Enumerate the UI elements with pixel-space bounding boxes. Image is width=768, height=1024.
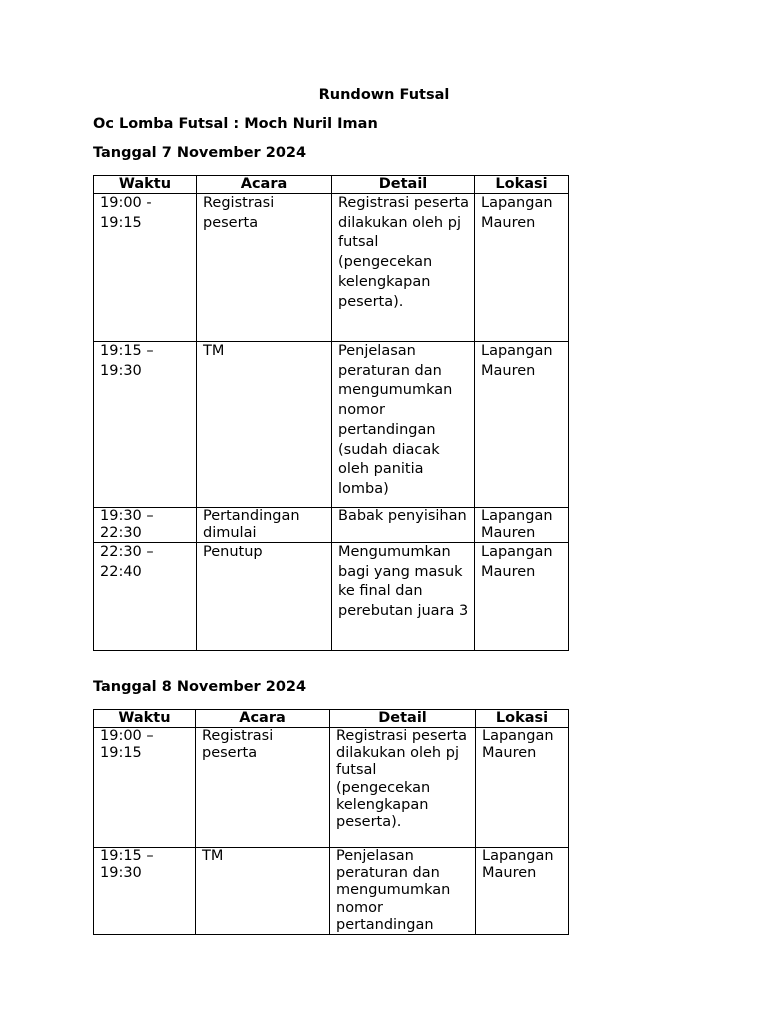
cell-acara: TM (196, 848, 330, 935)
cell-acara: Pertandingan dimulai (197, 508, 332, 543)
cell-waktu: 19:15 – 19:30 (94, 848, 196, 935)
day2-heading: Tanggal 8 November 2024 (93, 679, 307, 695)
cell-acara: Penutup (197, 543, 332, 651)
cell-waktu: 19:00 - 19:15 (94, 194, 197, 342)
table-row (94, 342, 569, 508)
header-waktu: Waktu (94, 176, 197, 194)
header-lokasi: Lokasi (475, 176, 569, 194)
table-header-row (94, 710, 569, 728)
document-title: Rundown Futsal (318, 87, 450, 103)
table-header-row (94, 176, 569, 194)
cell-waktu: 19:30 – 22:30 (94, 508, 197, 543)
cell-detail: Penjelasan peraturan dan mengumumkan nomor pertandingan (330, 848, 476, 935)
cell-lokasi: Lapangan Mauren (476, 848, 569, 935)
schedule-table-day1 (93, 175, 569, 651)
header-detail: Detail (330, 710, 476, 728)
cell-waktu: 19:00 – 19:15 (94, 728, 196, 848)
cell-waktu: 22:30 – 22:40 (94, 543, 197, 651)
oc-line: Oc Lomba Futsal : Moch Nuril Iman (93, 116, 378, 132)
cell-detail: Registrasi peserta dilakukan oleh pj futsal (pengecekan kelengkapan peserta). (332, 194, 475, 342)
header-detail: Detail (332, 176, 475, 194)
header-lokasi: Lokasi (476, 710, 569, 728)
cell-detail: Penjelasan peraturan dan mengumumkan nomor pertandingan (sudah diacak oleh panitia lomba) (332, 342, 475, 508)
header-acara: Acara (197, 176, 332, 194)
cell-lokasi: Lapangan Mauren (476, 728, 569, 848)
cell-acara: Registrasi peserta (196, 728, 330, 848)
header-acara: Acara (196, 710, 330, 728)
cell-acara: TM (197, 342, 332, 508)
cell-lokasi: Lapangan Mauren (475, 342, 569, 508)
table-row (94, 543, 569, 651)
table-row (94, 508, 569, 543)
table-row (94, 728, 569, 848)
cell-lokasi: Lapangan Mauren (475, 194, 569, 342)
day1-heading: Tanggal 7 November 2024 (93, 145, 307, 161)
cell-lokasi: Lapangan Mauren (475, 508, 569, 543)
schedule-table-day2 (93, 709, 569, 935)
cell-detail: Mengumumkan bagi yang masuk ke final dan perebutan juara 3 (332, 543, 475, 651)
cell-detail: Babak penyisihan (332, 508, 475, 543)
cell-acara: Registrasi peserta (197, 194, 332, 342)
cell-detail: Registrasi peserta dilakukan oleh pj futsal (pengecekan kelengkapan peserta). (330, 728, 476, 848)
cell-waktu: 19:15 – 19:30 (94, 342, 197, 508)
cell-lokasi: Lapangan Mauren (475, 543, 569, 651)
header-waktu: Waktu (94, 710, 196, 728)
table-row (94, 194, 569, 342)
table-row (94, 848, 569, 935)
